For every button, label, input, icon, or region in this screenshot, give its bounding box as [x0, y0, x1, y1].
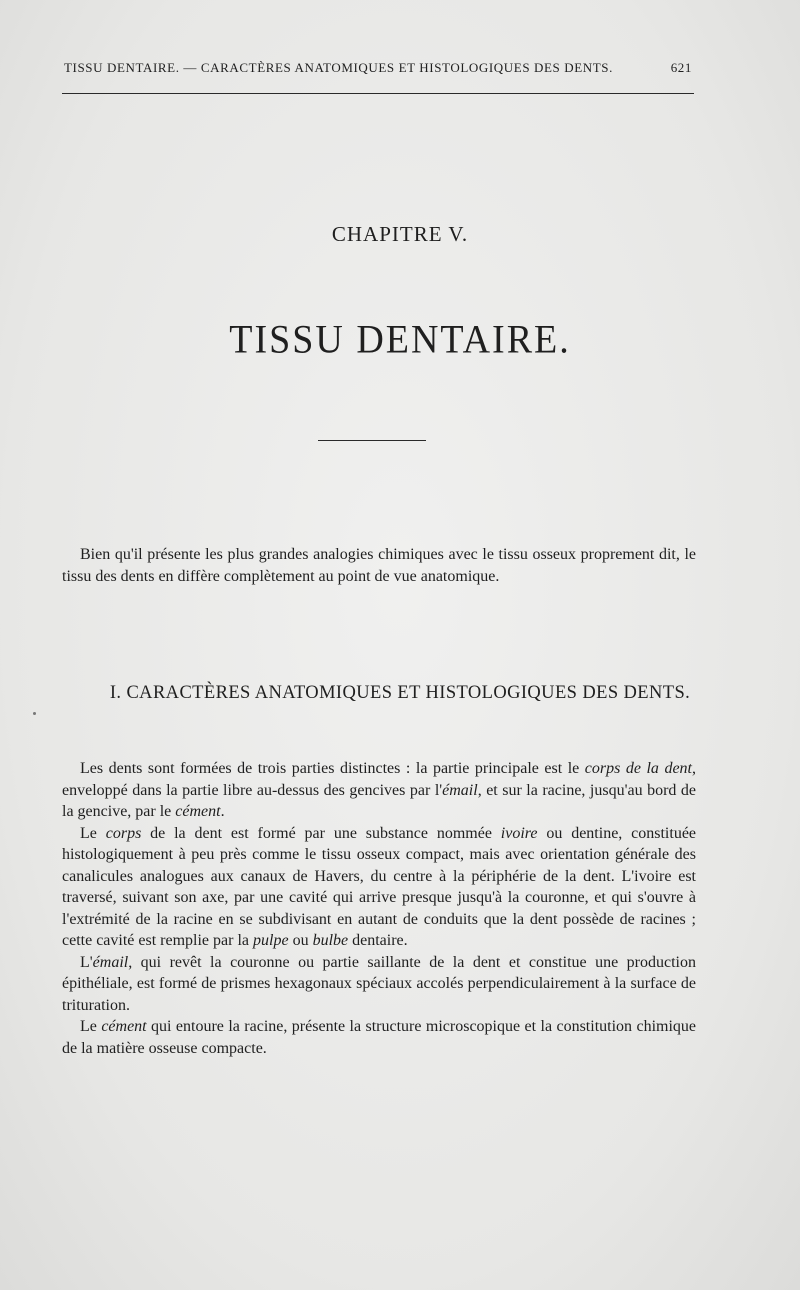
section-heading: I. CARACTÈRES ANATOMIQUES ET HISTOLOGIQUES DES DENTS. — [109, 683, 691, 703]
paragraph-1 — [62, 758, 696, 823]
p2-text-a: Le — [80, 824, 106, 842]
p1-italic-cement: cément — [175, 803, 221, 820]
p2-text-i: dentaire. — [348, 932, 408, 949]
p3-text-c: , qui revêt la couronne ou partie saillante de la dent et constitue une production épithéliale, est formé de prismes hexagonaux spéciaux accolés perpendiculairement à la surface de trituration. — [62, 953, 696, 1014]
paragraph-3 — [62, 952, 696, 1017]
p4-text-c: qui entoure la racine, présente la structure microscopique et la constitution chimique de la matière osseuse compacte. — [62, 1018, 697, 1057]
header-rule — [62, 93, 694, 94]
running-head-title: TISSU DENTAIRE. — CARACTÈRES ANATOMIQUES ET HISTOLOGIQUES DES DENTS. — [64, 60, 613, 75]
p4-italic-cement: cément — [101, 1018, 147, 1035]
paragraph-4 — [62, 1016, 696, 1059]
p2-italic-bulbe: bulbe — [312, 932, 349, 949]
page-number: 621 — [670, 60, 692, 75]
margin-mark — [33, 712, 36, 715]
p2-text-c: de la dent est formé par une substance nommée — [141, 824, 501, 842]
p2-text-g: ou — [288, 932, 313, 949]
p1-italic-corps: corps de la dent — [584, 760, 692, 777]
p3-italic-email: émail — [92, 953, 129, 971]
page-title: TISSU DENTAIRE. — [229, 317, 571, 363]
title-rule — [318, 440, 426, 441]
intro-text: Bien qu'il présente les plus grandes analogies chimiques avec le tissu osseux proprement dit, le tissu des dents en diffère complètement au point de vue anatomique. — [62, 546, 696, 585]
paragraph-2 — [62, 823, 696, 952]
p4-text-a: Le — [80, 1018, 102, 1035]
p2-italic-pulpe: pulpe — [253, 932, 289, 949]
chapter-heading: CHAPITRE V. — [331, 222, 469, 246]
intro-paragraph — [62, 544, 696, 587]
p1-text-c: , enveloppé dans la partie libre au-dessus des gencives par l' — [62, 760, 696, 799]
p1-text-g: . — [220, 803, 225, 820]
p1-italic-email: émail — [442, 781, 478, 799]
p2-text-e: ou dentine, constituée histologiquement à peu près comme le tissu osseux compact, mais avec orientation générale des canalicules analogues aux canaux de Havers, du centre à la périphérie de la dent. L'ivoire est traversé, suivant son axe, par une cavité qui arrive presque jusqu'à la couronne, et qui s'ouvre à l'extrémité de la racine en se subdivisant en autant de conduits que la dent possède de racines ; cette cavité est remplie par la — [62, 824, 697, 949]
p1-text-a: Les dents sont formées de trois parties distinctes : la partie principale est le — [80, 760, 585, 777]
p3-text-a: L' — [80, 953, 93, 971]
p2-italic-corps: corps — [105, 824, 142, 842]
body-text — [62, 758, 696, 1059]
p2-italic-ivoire: ivoire — [500, 824, 538, 842]
running-head — [64, 60, 692, 76]
p1-text-e: , et sur la racine, jusqu'au bord de la gencive, par le — [62, 781, 696, 820]
